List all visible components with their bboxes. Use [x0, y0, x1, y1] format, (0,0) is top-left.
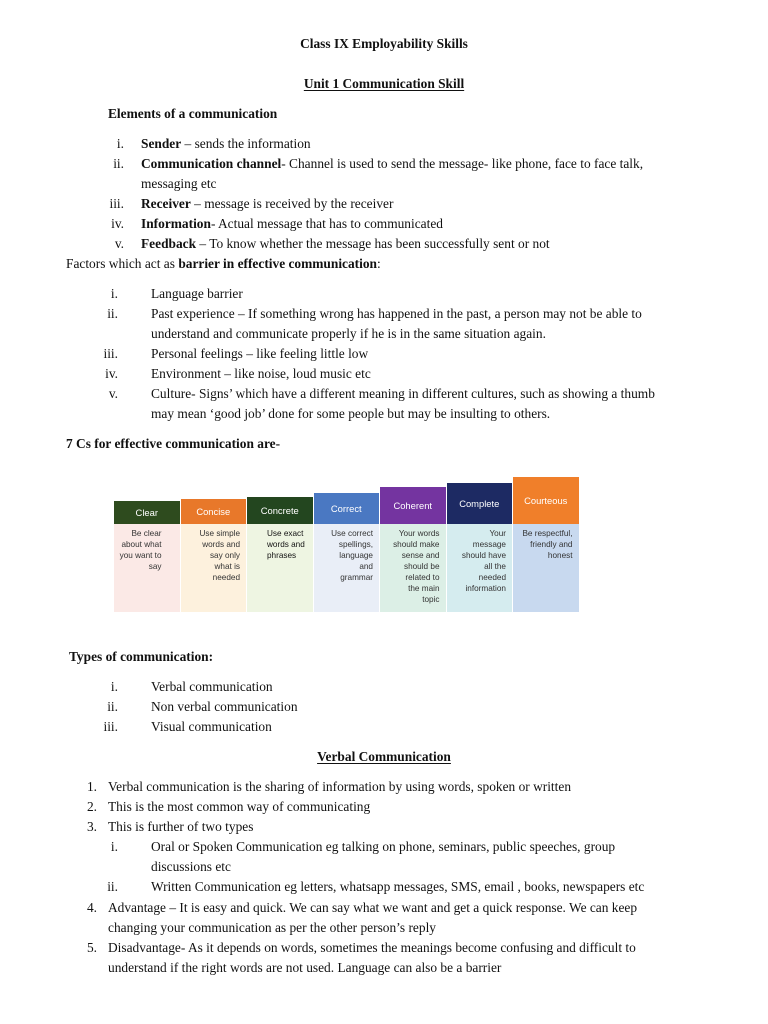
list-number: 1.: [86, 779, 97, 794]
list-item: [141, 197, 393, 210]
list-item-continuation: discussions etc: [151, 859, 231, 874]
verbal-heading: [0, 750, 768, 763]
barriers-intro: [66, 257, 381, 270]
c-courteous-header: Courteous: [513, 477, 579, 524]
list-number: v.: [114, 236, 124, 251]
intro-text: Factors which act as: [66, 256, 179, 271]
c-clear-header: Clear: [114, 501, 180, 524]
list-item: This is the most common way of communicating: [108, 799, 371, 814]
c-complete-header: Complete: [447, 483, 513, 524]
intro-colon: :: [377, 256, 381, 271]
list-number: 2.: [86, 799, 97, 814]
c-correct-description: Use correct spellings, language and grammar: [314, 524, 380, 612]
list-number: iii.: [103, 346, 118, 361]
list-item-continuation: understand if the right words are not used. Language can also be a barrier: [108, 960, 502, 975]
list-number: v.: [108, 386, 118, 401]
list-item: Oral or Spoken Communication eg talking on phone, seminars, public speeches, group: [151, 839, 616, 854]
list-item: Language barrier: [151, 286, 243, 301]
list-item-continuation: changing your communication as per the other person’s reply: [108, 920, 436, 935]
list-number: ii.: [107, 699, 118, 714]
list-item: Disadvantage- As it depends on words, sometimes the meanings become confusing and difficult to: [108, 940, 636, 955]
list-number: iii.: [103, 719, 118, 734]
list-number: iv.: [105, 366, 118, 381]
list-number: 5.: [86, 940, 97, 955]
list-number: ii.: [107, 879, 118, 894]
list-item: Non verbal communication: [151, 699, 298, 714]
term: Sender: [141, 136, 182, 151]
list-number: iii.: [109, 196, 124, 211]
list-item: Advantage – It is easy and quick. We can say what we want and get a quick response. We can keep: [108, 900, 638, 915]
definition: – message is received by the receiver: [190, 196, 394, 211]
term: Feedback: [141, 236, 197, 251]
definition: – To know whether the message has been successfully sent or not: [196, 236, 550, 251]
term: Communication channel: [141, 156, 282, 171]
list-item: Environment – like noise, loud music etc: [151, 366, 371, 381]
c-concrete-header: Concrete: [247, 497, 313, 524]
definition: - Channel is used to send the message- like phone, face to face talk,: [281, 156, 644, 171]
definition: - Actual message that has to communicated: [210, 216, 443, 231]
list-number: ii.: [107, 306, 118, 321]
verbal-heading-text: Verbal Communication: [317, 749, 451, 764]
elements-heading: Elements of a communication: [108, 106, 278, 121]
list-item: Visual communication: [151, 719, 272, 734]
c-courteous-description: Be respectful, friendly and honest: [513, 524, 579, 612]
list-number: i.: [110, 286, 118, 301]
list-number: i.: [110, 839, 118, 854]
c-clear-description: Be clear about what you want to say: [114, 524, 180, 612]
list-item-continuation: may mean ‘good job’ done for some people but may be insulting to others.: [151, 406, 551, 421]
list-item: Past experience – If something wrong has happened in the past, a person may not be able to: [151, 306, 642, 321]
c-complete-description: Your message should have all the needed information: [447, 524, 513, 612]
list-item: Verbal communication: [151, 679, 273, 694]
c-coherent-header: Coherent: [380, 487, 446, 524]
types-heading: Types of communication:: [69, 649, 214, 664]
list-number: i.: [116, 136, 124, 151]
seven-cs-graphic: [114, 466, 582, 614]
c-concrete-description: Use exact words and phrases: [247, 524, 313, 612]
c-correct-header: Correct: [314, 493, 380, 524]
list-item-continuation: messaging etc: [141, 176, 217, 191]
unit-title: [0, 77, 768, 90]
list-number: i.: [110, 679, 118, 694]
list-item: [141, 137, 311, 150]
list-item: [141, 237, 550, 250]
list-number: ii.: [113, 156, 124, 171]
c-coherent-description: Your words should make sense and should be related to the main topic: [380, 524, 446, 612]
list-item: Personal feelings – like feeling little low: [151, 346, 369, 361]
list-number: 4.: [86, 900, 97, 915]
list-item: Written Communication eg letters, whatsapp messages, SMS, email , books, newspapers etc: [151, 879, 645, 894]
seven-cs-heading: 7 Cs for effective communication are-: [66, 436, 281, 451]
page-title: Class IX Employability Skills: [300, 36, 468, 51]
list-number: iv.: [111, 216, 124, 231]
list-item: [141, 157, 643, 170]
list-number: 3.: [86, 819, 97, 834]
list-item-continuation: understand and communicate properly if he is in the same situation again.: [151, 326, 546, 341]
list-item: Culture- Signs’ which have a different meaning in different cultures, such as showing a thumb: [151, 386, 655, 401]
c-concise-description: Use simple words and say only what is needed: [181, 524, 247, 612]
list-item: [141, 217, 443, 230]
term: Receiver: [141, 196, 191, 211]
list-item: Verbal communication is the sharing of information by using words, spoken or written: [108, 779, 572, 794]
c-concise-header: Concise: [181, 499, 247, 524]
intro-bold: barrier in effective communication: [178, 256, 378, 271]
definition: – sends the information: [181, 136, 311, 151]
term: Information: [141, 216, 211, 231]
list-item: This is further of two types: [108, 819, 254, 834]
unit-title-text: Unit 1 Communication Skill: [303, 76, 465, 91]
